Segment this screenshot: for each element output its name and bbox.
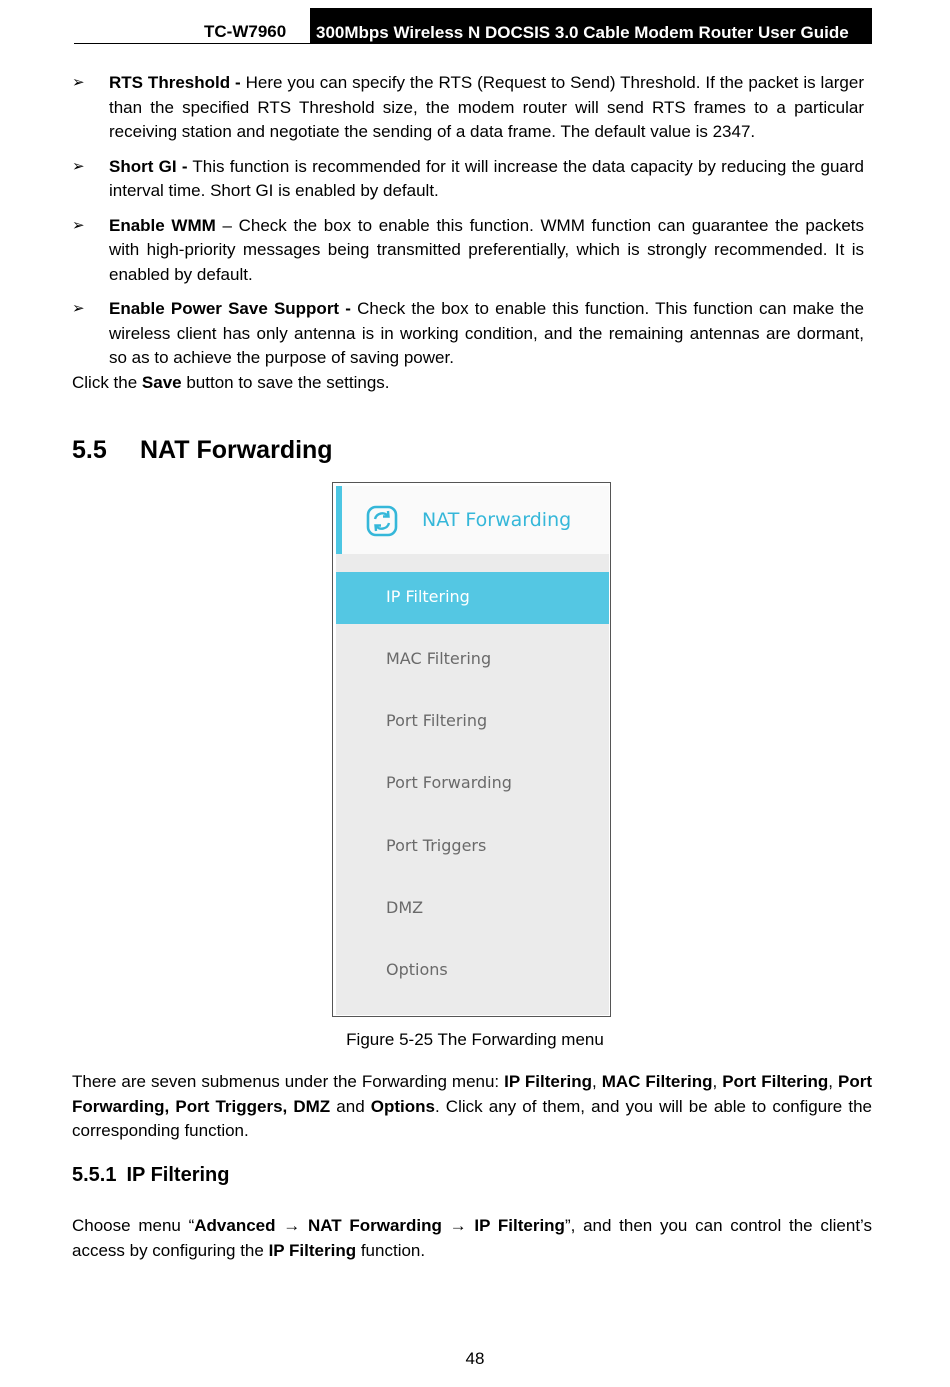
bullet-item (72, 297, 864, 371)
bullet-text: This function is recommended for it will increase the data capacity by reducing the guard interval time. Short GI is enabled by default. (109, 156, 864, 200)
section-title: NAT Forwarding (140, 436, 333, 464)
bullet-term: Enable WMM (109, 215, 216, 235)
para-bold: Options (370, 1096, 435, 1116)
para-text: Choose menu “ (72, 1216, 195, 1235)
para-bold: Advanced (194, 1216, 276, 1235)
choose-menu-paragraph (72, 1214, 872, 1263)
para-bold: NAT Forwarding (307, 1216, 442, 1235)
bullet-item (72, 155, 864, 204)
bullet-item (72, 214, 864, 288)
subsection-heading (72, 1164, 229, 1187)
para-bold: MAC Filtering (601, 1072, 713, 1091)
para-bold: IP Filtering (504, 1072, 592, 1091)
nat-forwarding-icon (366, 505, 398, 537)
figure-caption: Figure 5-25 The Forwarding menu (346, 1030, 604, 1049)
para-text: , (591, 1072, 602, 1091)
bullet-text: – Check the box to enable this function. WMM function can guarantee the packets with high-priority messages being transmitted preferentially, which is strongly recommended. It is enabled by default. (109, 215, 864, 284)
para-text: . Click any of them, and you will be able to configure the corresponding function. (72, 1096, 872, 1140)
arrow-bullet-icon: ➢ (72, 216, 85, 234)
menu-title: NAT Forwarding (422, 509, 572, 531)
para-text: , (712, 1072, 723, 1091)
section-heading (72, 436, 333, 465)
bullet-term: RTS Threshold - (109, 73, 241, 92)
bullet-text: Check the box to enable this function. This function can make the wireless client has only antenna is in working condition, and the remaining antennas are dormant, so as to achieve the purpose of saving power. (109, 299, 864, 367)
menu-item-port-filtering[interactable]: Port Filtering (386, 711, 488, 730)
bullet-term: Enable Power Save Support - (109, 299, 351, 318)
menu-item-port-forwarding[interactable]: Port Forwarding (386, 773, 512, 792)
para-bold: IP Filtering (474, 1216, 565, 1235)
para-text: and (330, 1096, 371, 1116)
para-bold: Port Filtering (722, 1072, 829, 1091)
menu-path-arrow: → (441, 1216, 475, 1235)
bullet-term: Short GI - (109, 156, 188, 176)
bullet-list (72, 71, 864, 395)
para-bold: IP Filtering (268, 1240, 357, 1260)
menu-path-arrow: → (275, 1216, 308, 1235)
submenu-paragraph (72, 1070, 872, 1144)
menu-header[interactable] (336, 486, 609, 554)
page-header (74, 8, 872, 44)
para-bold: Port Forwarding, Port Triggers, DMZ (72, 1072, 873, 1116)
header-title: 300Mbps Wireless N DOCSIS 3.0 Cable Modem Router User Guide (310, 8, 872, 44)
arrow-bullet-icon: ➢ (72, 74, 85, 91)
menu-item-mac-filtering[interactable]: MAC Filtering (386, 649, 492, 668)
menu-panel (336, 486, 609, 1015)
subsection-number: 5.5.1 (72, 1164, 117, 1186)
save-text-pre: Click the (72, 372, 142, 392)
subsection-title: IP Filtering (126, 1164, 230, 1186)
arrow-bullet-icon: ➢ (72, 157, 85, 175)
menu-item-dmz[interactable]: DMZ (386, 898, 424, 917)
forwarding-menu-figure (332, 482, 611, 1017)
bullet-item (72, 71, 864, 145)
save-text-bold: Save (141, 372, 182, 392)
header-rule (74, 43, 310, 44)
menu-item-options[interactable]: Options (386, 960, 448, 979)
para-text: , (828, 1072, 839, 1091)
bullet-text: Here you can specify the RTS (Request to Send) Threshold. If the packet is larger than the specified RTS Threshold size, the modem router will send RTS frames to a particular receiving station and negotiate the sending of a data frame. The default value is 2347. (109, 73, 865, 141)
page-number: 48 (465, 1349, 485, 1368)
menu-item-ip-filtering[interactable]: IP Filtering (336, 572, 609, 624)
section-number: 5.5 (72, 436, 107, 464)
save-text-post: button to save the settings. (181, 372, 390, 392)
para-text: function. (356, 1240, 426, 1260)
para-text: There are seven submenus under the Forwarding menu: (72, 1072, 505, 1091)
menu-item-port-triggers[interactable]: Port Triggers (386, 836, 487, 855)
arrow-bullet-icon: ➢ (72, 300, 85, 317)
header-model: TC-W7960 (204, 22, 287, 41)
para-text: ”, and then you can control the client’s access by configuring the (72, 1216, 873, 1260)
save-paragraph (72, 371, 864, 396)
